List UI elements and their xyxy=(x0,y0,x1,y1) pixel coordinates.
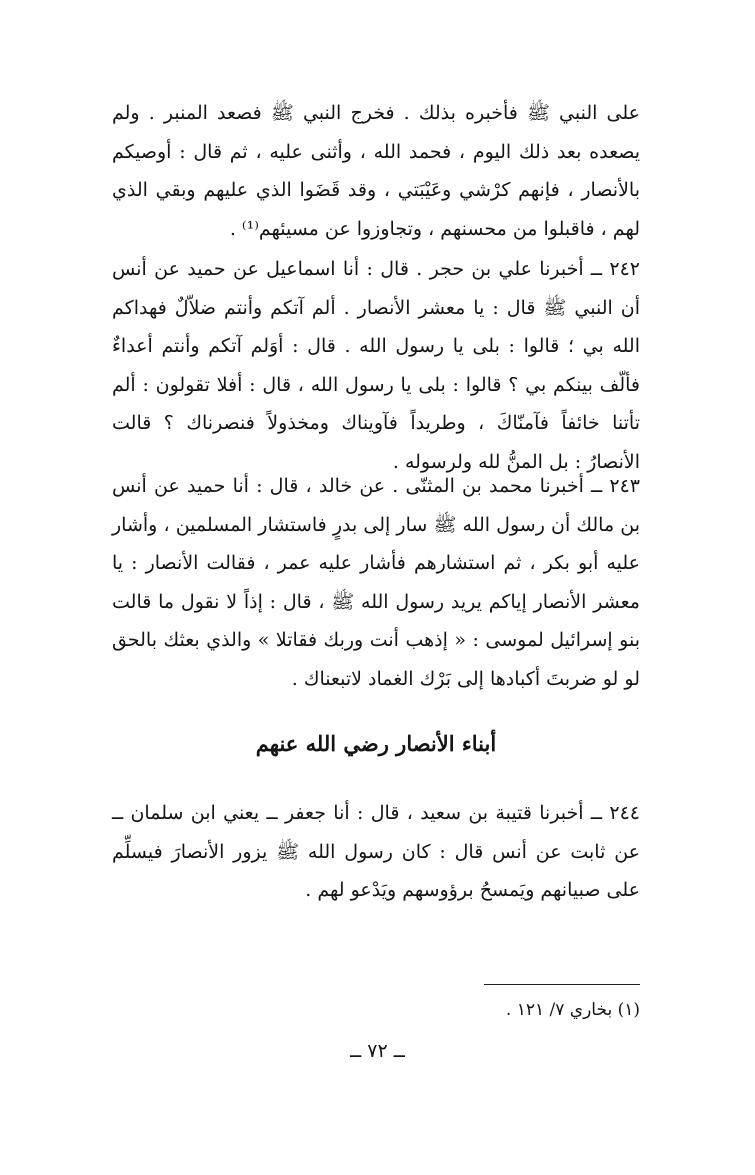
footnote: (١) بخاري ٧/ ١٢١ . xyxy=(505,1000,640,1020)
page-number: ــ ٧٢ ــ xyxy=(350,1040,405,1062)
section-heading: أبناء الأنصار رضي الله عنهم xyxy=(255,731,497,756)
paragraph-continuation: على النبي ﷺ فأخبره بذلك . فخرج النبي ﷺ فصعد المنبر . ولم يصعده بعد ذلك اليوم ، فحمد الله ، وأثنى عليه ، ثم قال : أوصيكم بالأنصار ، فإنهم كرْشي وعَيْبَتي ، وقد قَضَوا الذي عليهم وبقي الذي لهم ، فاقبلوا من محسنهم ، وتجاوزوا عن مسيئهم⁽¹⁾ . xyxy=(112,102,640,240)
paragraph-hadith-244: ٢٤٤ ــ أخبرنا قتيبة بن سعيد ، قال : أنا جعفر ــ يعني ابن سلمان ــ عن ثابت عن أنس قال : كان رسول الله ﷺ يزور الأنصارَ فيسلِّم على صبيانهم ويَمسحُ برؤوسهم ويَدْعو لهم . xyxy=(112,802,640,902)
footnote-divider xyxy=(484,984,640,985)
paragraph-hadith-243: ٢٤٣ ــ أخبرنا محمد بن المثنّى . عن خالد ، قال : أنا حميد عن أنس بن مالك أن رسول الله ﷺ سار إلى بدرٍ فاستشار المسلمين ، وأشار عليه أبو بكر ، ثم استشارهم فأشار عليه عمر ، فقالت الأنصار : يا معشر الأنصار إياكم يريد رسول الله ﷺ ، قال : إذاً لا نقول ما قالت بنو إسرائيل لموسى : « إذهب أنت وربك فقاتلا » والذي بعثك بالحق لو لو ضربتَ أكبادها إلى بَرْك الغماد لاتبعناك . xyxy=(112,475,640,690)
paragraph-hadith-242: ٢٤٢ ــ أخبرنا علي بن حجر . قال : أنا اسماعيل عن حميد عن أنس أن النبي ﷺ قال : يا معشر الأنصار . ألم آتكم وأنتم ضلاّلٌ فهداكم الله بي ؛ قالوا : بلى يا رسول الله . قال : أوَلم آتكم وأنتم أعداءٌ فألّف بينكم بي ؟ قالوا : بلى يا رسول الله ، قال : أفلا تقولون : ألم تأتنا خائفاً فآمنّاكَ ، وطريداً فآويناك ومخذولاً فنصرناك ؟ قالت الأنصارُ : بل المنُّ لله ولرسوله . xyxy=(112,258,640,473)
